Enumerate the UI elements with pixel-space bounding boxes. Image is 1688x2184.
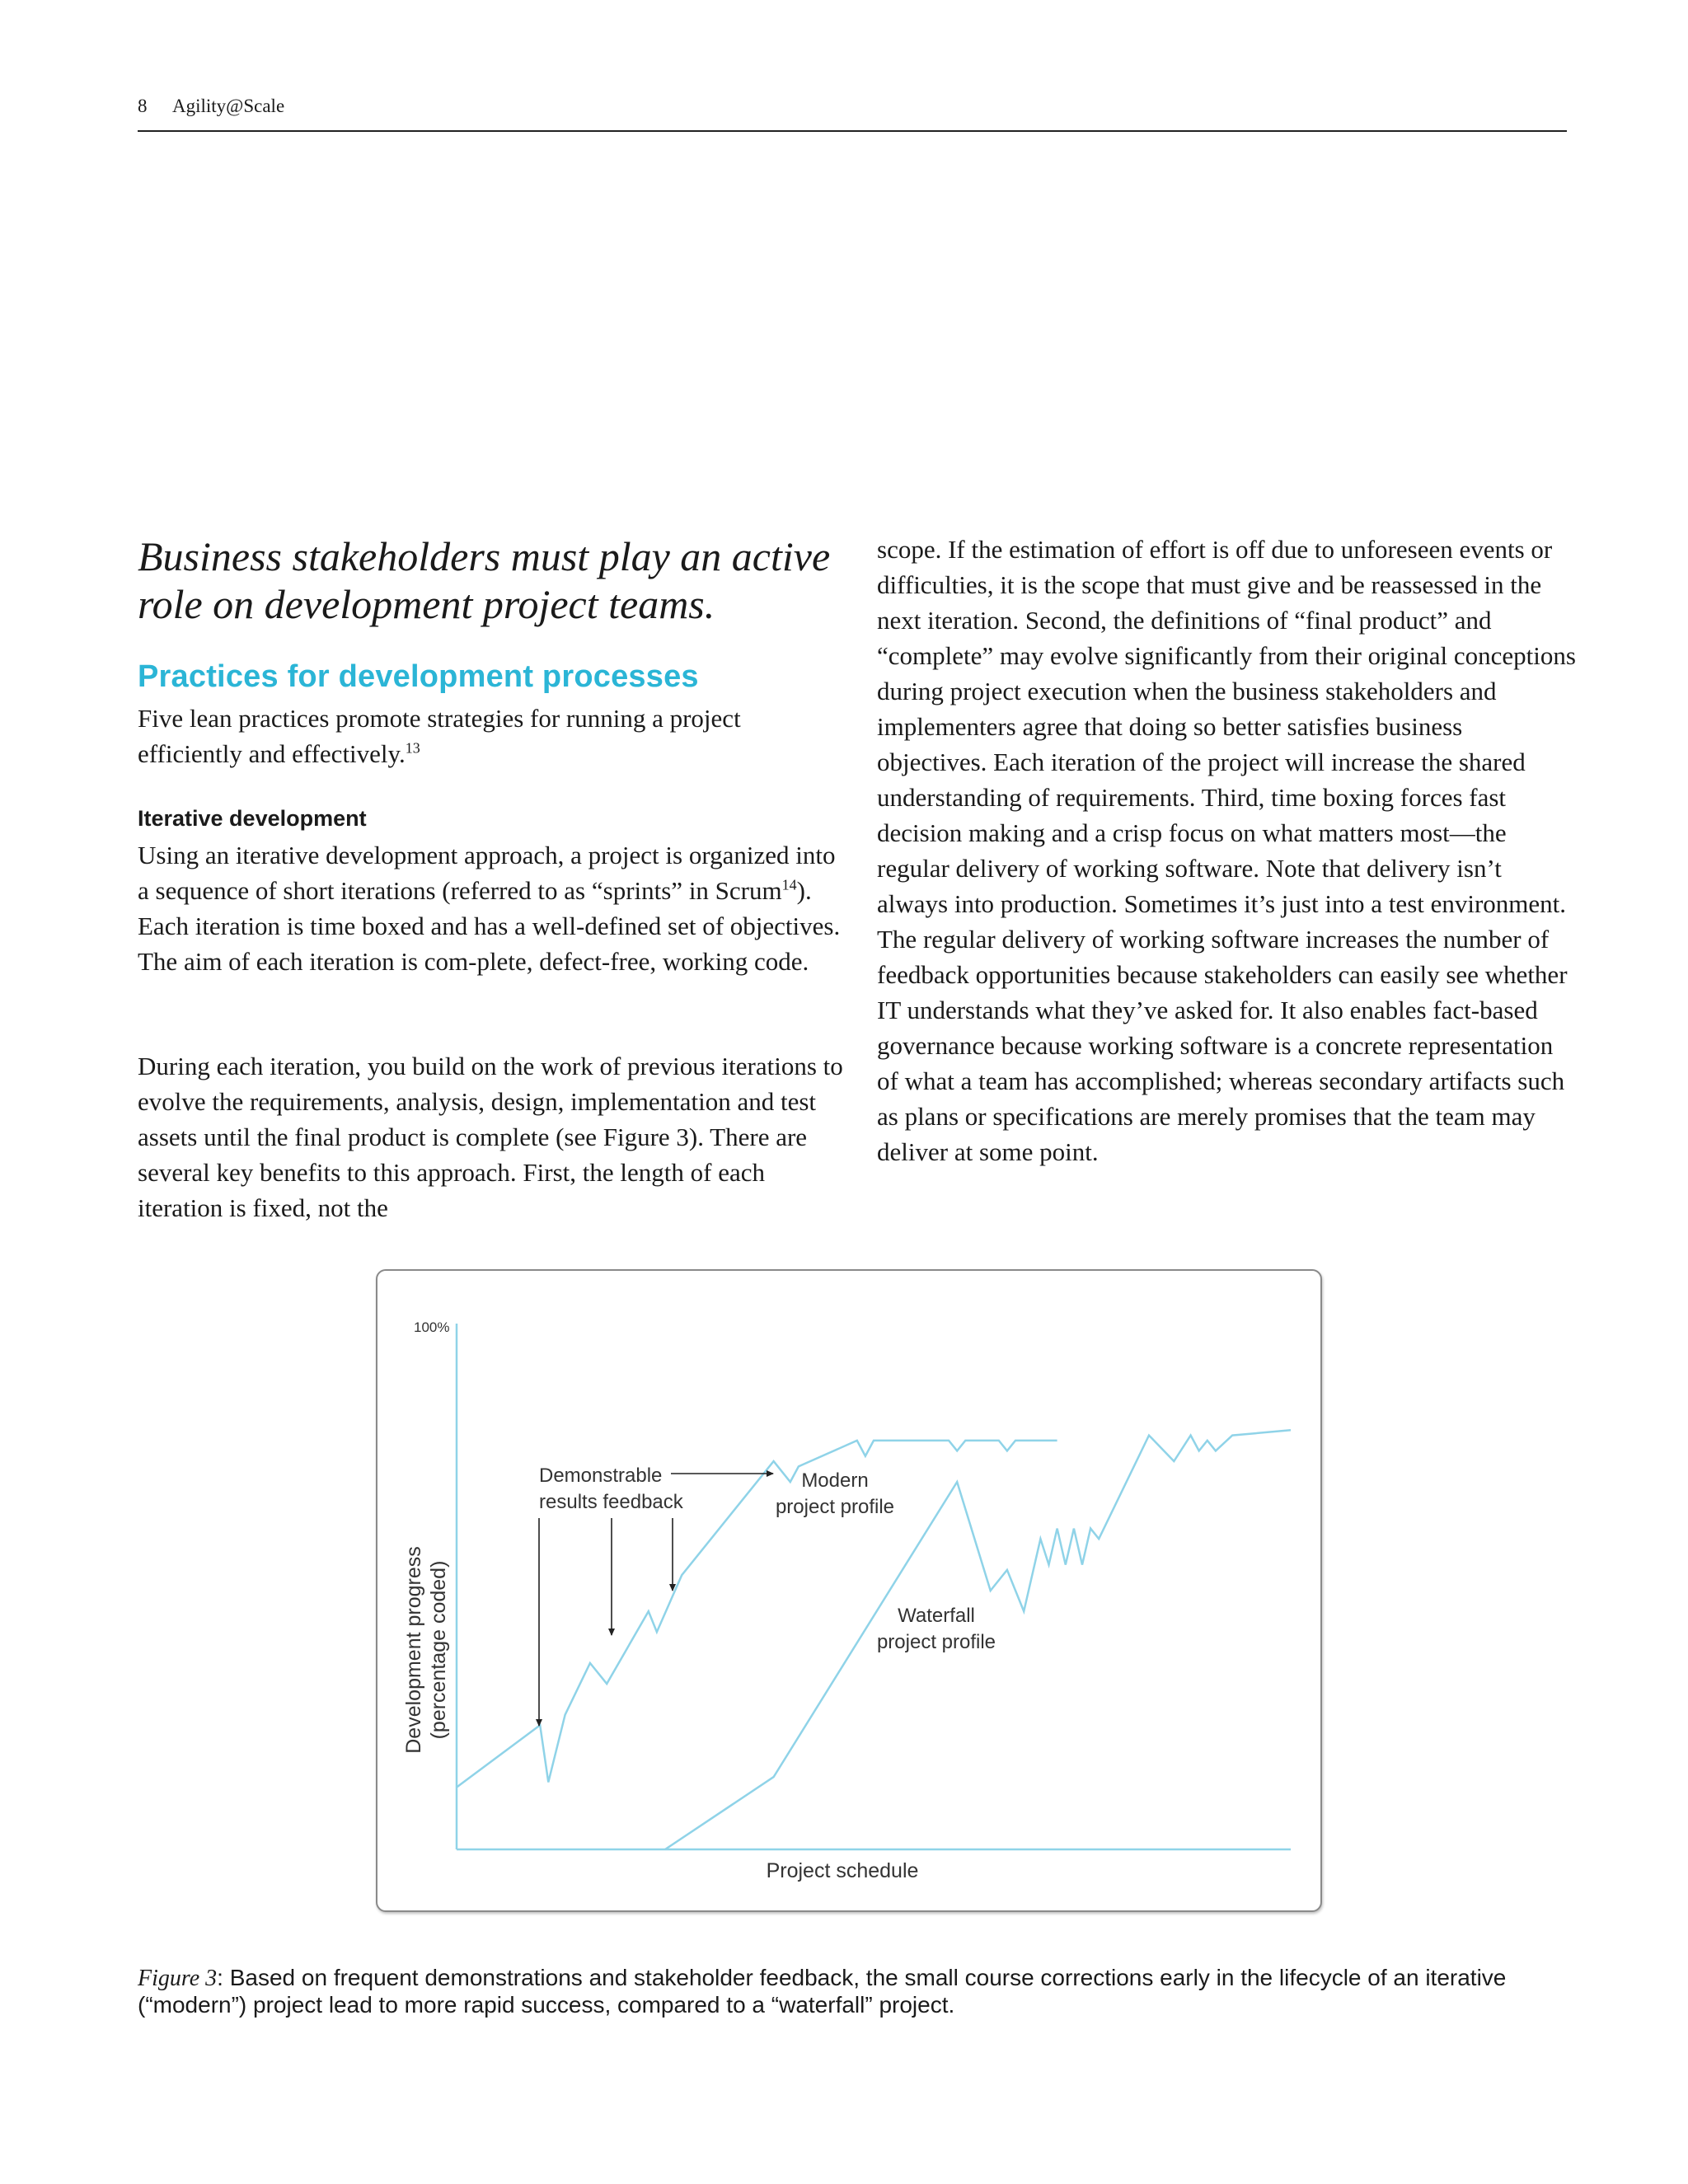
section-intro xyxy=(138,701,846,771)
page-header xyxy=(138,92,1567,132)
col2-text: scope. If the estimation of effort is off due to unforeseen events or difficulties, it is the scope that must give and be reassessed in the next iteration. Second, the definitions of “final product” and “complete” may evolve significantly from their original conceptions during project execution when the business stakeholders and implementers agree that doing so better satisfies business objectives. Each iteration of the project will increase the shared understanding of requirements. Third, time boxing forces fast decision making and a crisp focus on what matters most—the regular delivery of working software. Note that delivery isn’t always into production. Sometimes it’s just into a test environment. The regular delivery of working software increases the number of feedback opportunities because stakeholders can easily see whether IT understands what they’ve asked for. It also enables fact-based governance because working software is a concrete representation of what a team has accomplished; whereas secondary artifacts such as plans or specifications are merely promises that the team may deliver at some point. xyxy=(877,535,1576,1166)
running-title: Agility@Scale xyxy=(172,96,285,116)
y-axis-label-line2: (percentage coded) xyxy=(427,1560,450,1740)
progress-chart xyxy=(377,1271,1320,1910)
waterfall-label-line1: Waterfall xyxy=(898,1605,975,1627)
para2-text: During each iteration, you build on the work of previous iterations to evolve the requirements, analysis, design, implementation and test assets until the final product is complete (see Figure 3). There are several key benefits to this approach. First, the length of each iteration is fixed, not the xyxy=(138,1052,843,1222)
annotation-line1: Demonstrable xyxy=(539,1465,663,1487)
section-heading: Practices for development processes xyxy=(138,659,699,694)
caption-label: Figure 3 xyxy=(138,1966,218,1991)
page-number: 8 xyxy=(138,96,148,116)
intro-text: Five lean practices promote strategies for running a project efficiently and effectively. xyxy=(138,704,741,768)
y-axis-label-line1: Development progress xyxy=(402,1546,425,1754)
body-paragraph-2 xyxy=(138,1048,846,1226)
x-axis-label: Project schedule xyxy=(766,1859,919,1882)
figure-3 xyxy=(376,1269,1322,1912)
caption-text: : Based on frequent demonstrations and stakeholder feedback, the small course corrections early in the lifecycle of an iterative (“modern”) project lead to more rapid success, compared to a “waterfall” project. xyxy=(138,1965,1507,2018)
modern-label-line2: project profile xyxy=(775,1496,895,1518)
figure-caption xyxy=(138,1965,1567,2018)
pull-quote: Business stakeholders must play an active role on development project teams. xyxy=(138,533,831,627)
para1-text-b: ). Each iteration is time boxed and has a well-defined set of objectives. The aim of each iteration is com-plete, defect-free, working code. xyxy=(138,876,841,976)
y-tick-100: 100% xyxy=(414,1319,450,1335)
annotation-line2: results feedback xyxy=(539,1491,683,1513)
waterfall-label-line2: project profile xyxy=(876,1631,996,1653)
footnote-ref-14[interactable]: 14 xyxy=(781,876,797,893)
modern-label-line1: Modern xyxy=(801,1469,869,1492)
body-paragraph-1 xyxy=(138,837,846,979)
footnote-ref-13[interactable]: 13 xyxy=(405,739,420,757)
body-column-2 xyxy=(877,532,1578,1169)
subsection-heading: Iterative development xyxy=(138,806,367,831)
para1-text-a: Using an iterative development approach, a project is organized into a sequence of short iterations (referred to as “sprints” in Scrum xyxy=(138,841,836,905)
